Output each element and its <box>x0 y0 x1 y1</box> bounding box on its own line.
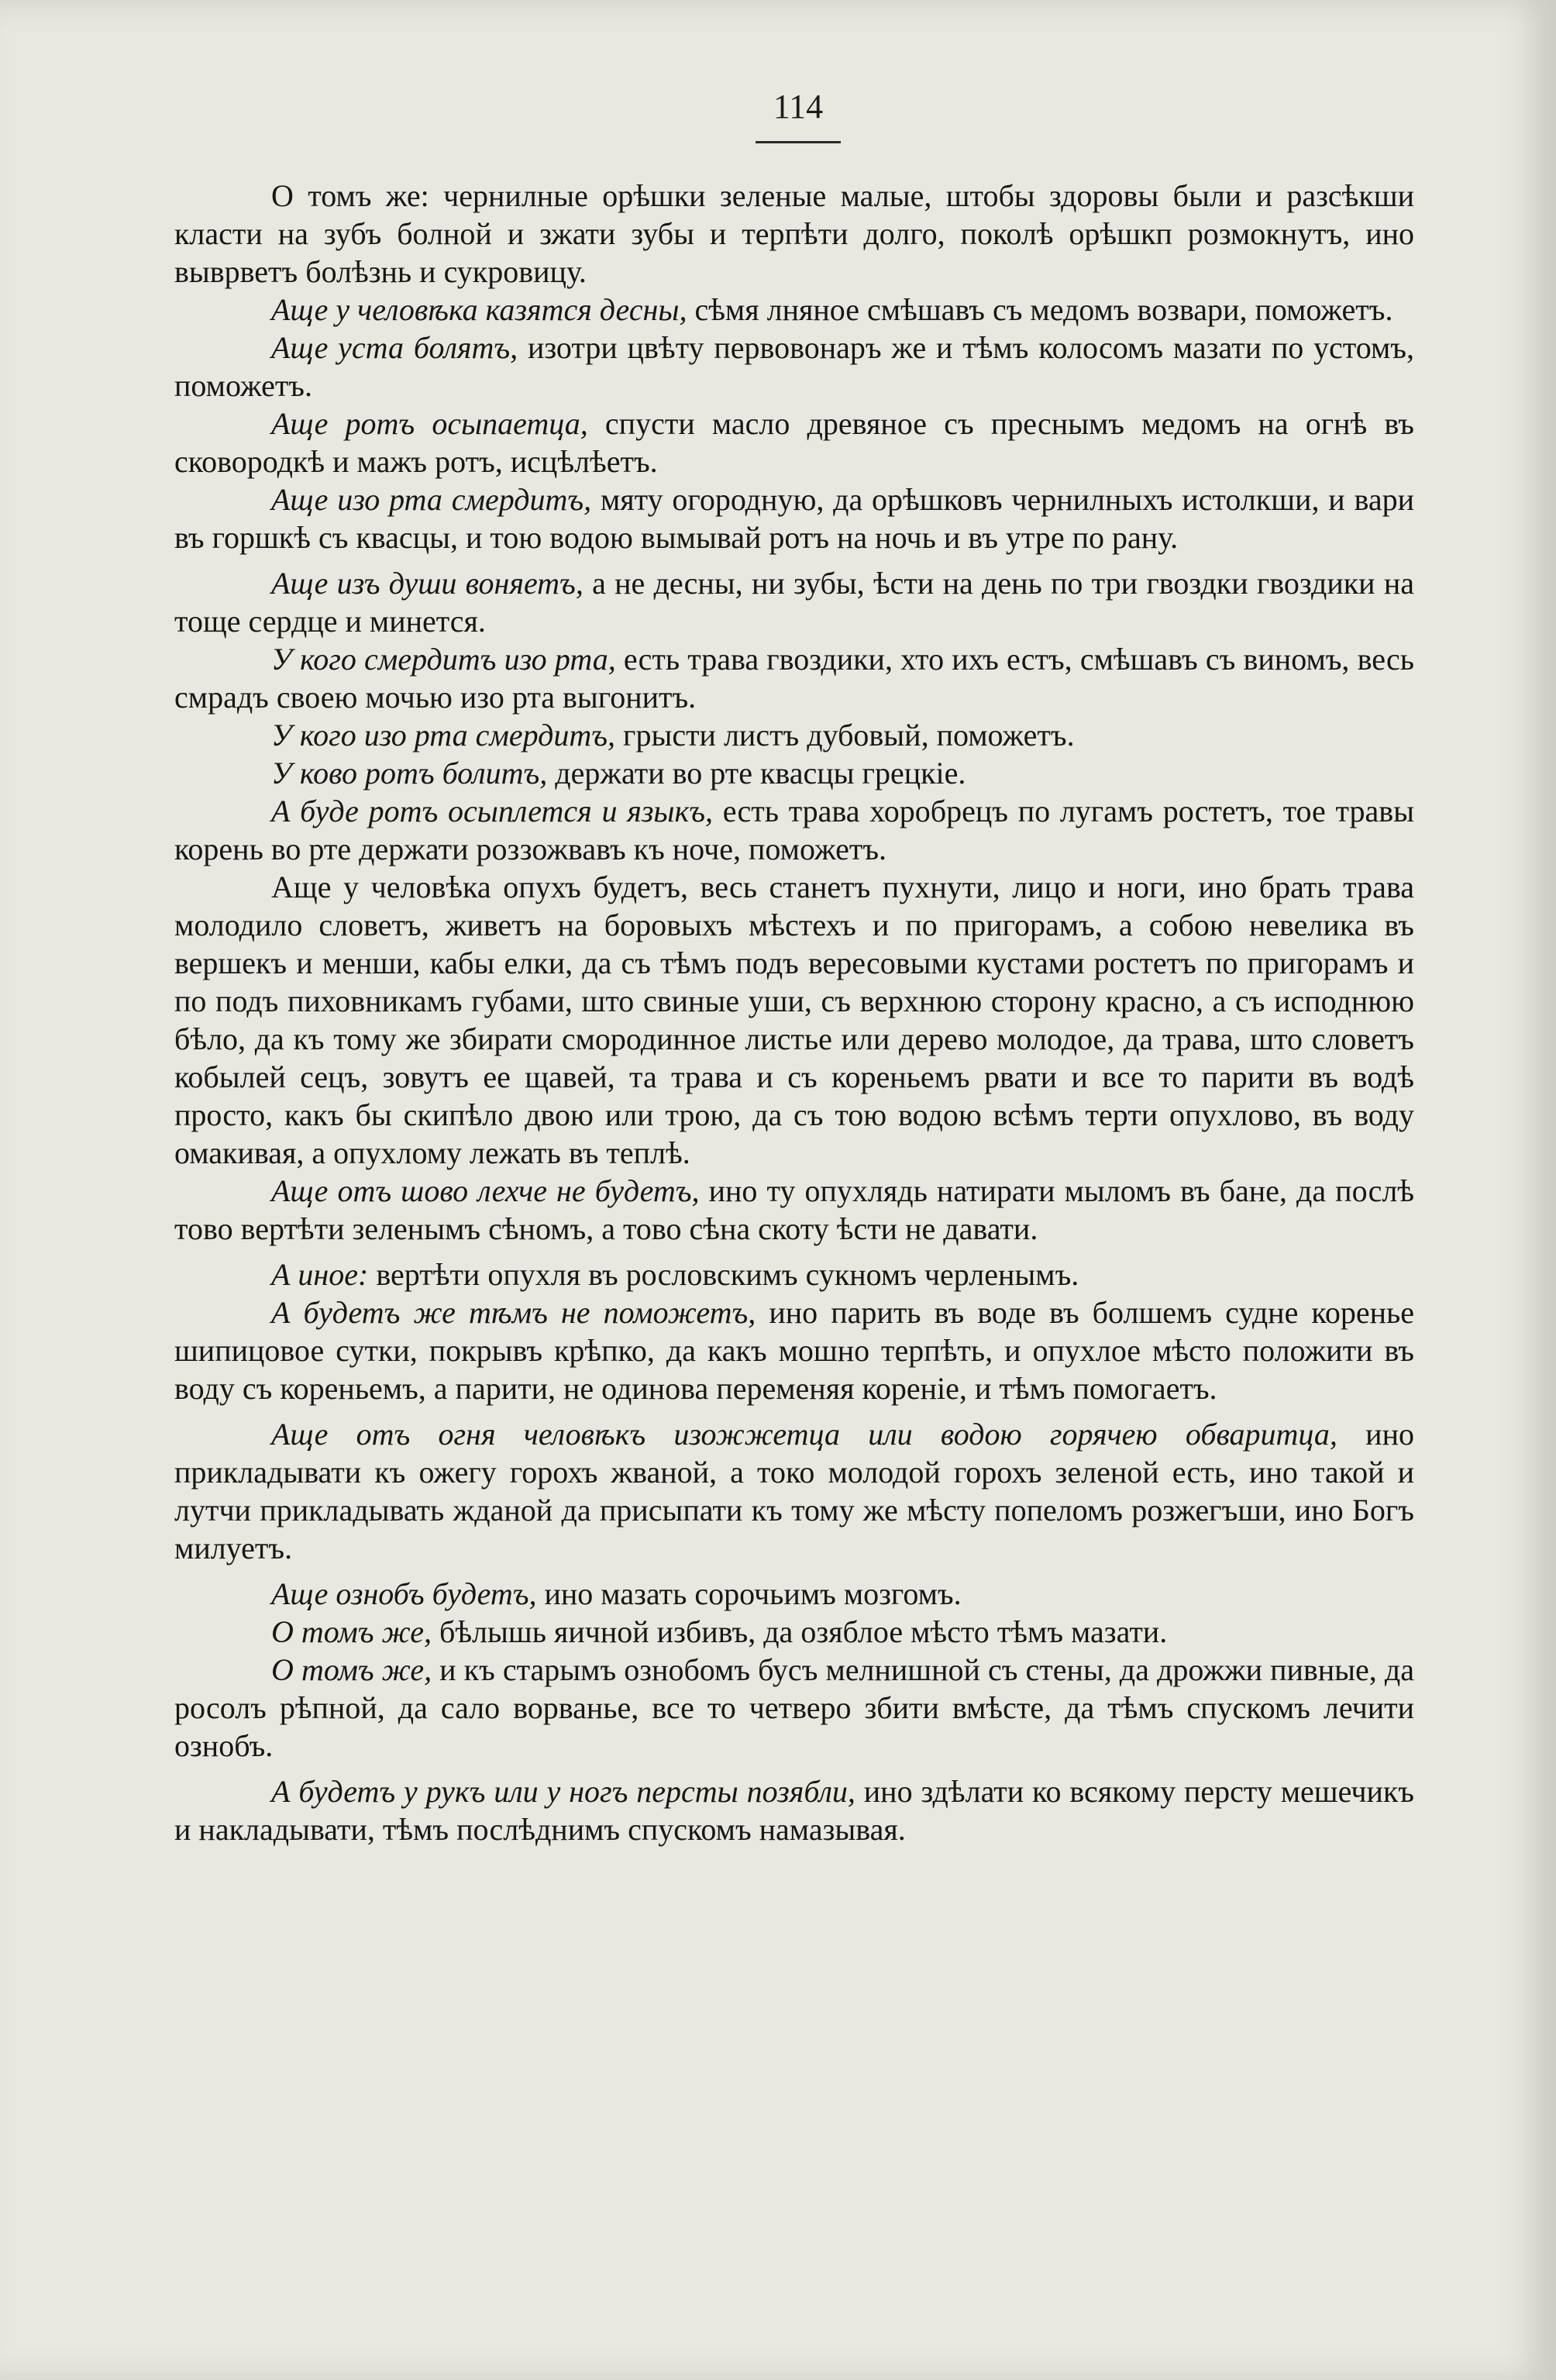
paragraph: О томъ же: чернилные орѣшки зеленые малые, штобы здоровы были и разсѣкши класти на зубъ болной и зжати зубы и терпѣти долго, поколѣ орѣшкп розмокнутъ, ино выврветъ болѣзнь и сукровицу. <box>174 178 1414 289</box>
paragraph: Аще изо рта смердитъ, мяту огородную, да орѣшковъ чернилныхъ истолкши, и вари въ горшкѣ съ квасцы, и тою водою вымывай ротъ на ночь и въ утре по рану. <box>174 482 1414 555</box>
italic-heading: А будетъ же тѣмъ не поможетъ, <box>271 1295 756 1330</box>
italic-heading: Аще ротъ осыпаетца, <box>271 406 588 441</box>
italic-heading: Аще уста болятъ, <box>271 330 518 365</box>
italic-heading: А буде ротъ осыплется и языкъ, <box>271 794 713 828</box>
paragraph: А будетъ у рукъ или у ногъ персты позябли, ино здѣлати ко всякому персту мешечикъ и накладывати, тѣмъ послѣднимъ спускомъ намазывая. <box>174 1774 1414 1847</box>
paragraph: А буде ротъ осыплется и языкъ, есть трава хоробрецъ по лугамъ ростетъ, тое травы корень во рте держати роззожвавъ къ ноче, поможетъ. <box>174 794 1414 866</box>
italic-heading: А иное: <box>271 1257 369 1292</box>
italic-heading: Аще изъ души воняетъ, <box>271 566 584 601</box>
paragraph: У кого изо рта смердитъ, грысти листъ дубовый, поможетъ. <box>271 718 1075 753</box>
italic-heading: У кого смердитъ изо рта, <box>271 642 616 677</box>
paragraph: Аще у человѣка казятся десны, сѣмя лняное смѣшавъ съ медомъ возвари, поможетъ. <box>271 292 1393 327</box>
paragraph: Аще ротъ осыпаетца, спусти масло древяное съ преснымъ медомъ на огнѣ въ сковородкѣ и мажъ ротъ, исцѣлѣетъ. <box>174 406 1414 479</box>
italic-heading: Аще изо рта смердитъ, <box>271 482 592 517</box>
paragraph: Аще отъ огня человѣкъ изожжетца или водою горячею обваритца, ино прикладывати къ ожегу горохъ жваной, а токо молодой горохъ зеленой есть, ино такой и лутчи прикладывать жданой да присыпати къ тому же мѣсту попеломъ розжегъши, ино Богъ милуетъ. <box>174 1417 1414 1565</box>
page-number: 114 <box>773 88 824 126</box>
italic-heading: Аще отъ огня человѣкъ изожжетца или водою горячею обваритца, <box>271 1417 1337 1452</box>
paragraph: Аще ознобъ будетъ, ино мазать сорочьимъ мозгомъ. <box>271 1576 962 1611</box>
page-text <box>174 177 1414 1848</box>
paragraph: А иное: вертѣти опухля въ рословскимъ сукномъ черленымъ. <box>271 1257 1079 1292</box>
paragraph: У ково ротъ болитъ, держати во рте квасцы грецкіе. <box>271 756 966 790</box>
paragraph: А будетъ же тѣмъ не поможетъ, ино парить въ воде въ болшемъ судне коренье шипицовое сутки, покрывъ крѣпко, да какъ мошно терпѣть, и опухлое мѣсто положити въ воду съ кореньемъ, а парити, не одинова переменяя кореніе, и тѣмъ помогаетъ. <box>174 1295 1414 1406</box>
italic-heading: А будетъ у рукъ или у ногъ персты позябли, <box>271 1774 855 1809</box>
paragraph: О томъ же, и къ старымъ ознобомъ бусъ мелнишной съ стены, да дрожжи пивные, да росолъ рѣпной, да сало ворванье, все то четверо збити вмѣсте, да тѣмъ спускомъ лечити ознобъ. <box>174 1652 1414 1763</box>
italic-heading: Аще у человѣка казятся десны, <box>271 292 687 327</box>
italic-heading: О томъ же, <box>271 1614 432 1649</box>
italic-heading: О томъ же, <box>271 1652 432 1687</box>
italic-heading: Аще ознобъ будетъ, <box>271 1576 537 1611</box>
italic-heading: Аще отъ шово лехче не будетъ, <box>271 1173 700 1208</box>
paragraph: Аще у человѣка опухъ будетъ, весь станетъ пухнути, лицо и ноги, ино брать трава молодило словетъ, живетъ на боровыхъ мѣстехъ и по пригорамъ, а собою невелика въ вершекъ и менши, кабы елки, да съ тѣмъ подъ вересовыми кустами ростетъ по пригорамъ и по подъ пиховникамъ губами, што свиные уши, съ верхнюю сторону красно, а съ исподнюю бѣло, да къ тому же збирати смородинное листье или дерево молодое, да трава, што словетъ кобылей сецъ, зовутъ ее щавей, та трава и съ кореньемъ рвати и все то парити въ водѣ просто, какъ бы скипѣло двою или трою, да съ тою водою всѣмъ терти опухлово, въ воду омакивая, а опухлому лежать въ теплѣ. <box>174 870 1414 1170</box>
paragraph: Аще уста болятъ, изотри цвѣту первовонаръ же и тѣмъ колосомъ мазати по устомъ, поможетъ. <box>174 330 1414 403</box>
paragraph: О томъ же, бѣлышь яичной избивъ, да озяблое мѣсто тѣмъ мазати. <box>271 1614 1168 1649</box>
paragraph: Аще отъ шово лехче не будетъ, ино ту опухлядь натирати мыломъ въ бане, да послѣ тово вертѣти зеленымъ сѣномъ, а тово сѣна скоту ѣсти не давати. <box>174 1173 1414 1246</box>
paragraph: Аще изъ души воняетъ, а не десны, ни зубы, ѣсти на день по три гвоздки гвоздики на тоще сердце и минется. <box>174 566 1414 639</box>
page-number-rule <box>756 141 841 143</box>
paragraph: У кого смердитъ изо рта, есть трава гвоздики, хто ихъ естъ, смѣшавъ съ виномъ, весь смрадъ своею мочью изо рта выгонитъ. <box>174 642 1414 715</box>
italic-heading: У ково ротъ болитъ, <box>271 756 548 790</box>
italic-heading: У кого изо рта смердитъ, <box>271 718 616 753</box>
